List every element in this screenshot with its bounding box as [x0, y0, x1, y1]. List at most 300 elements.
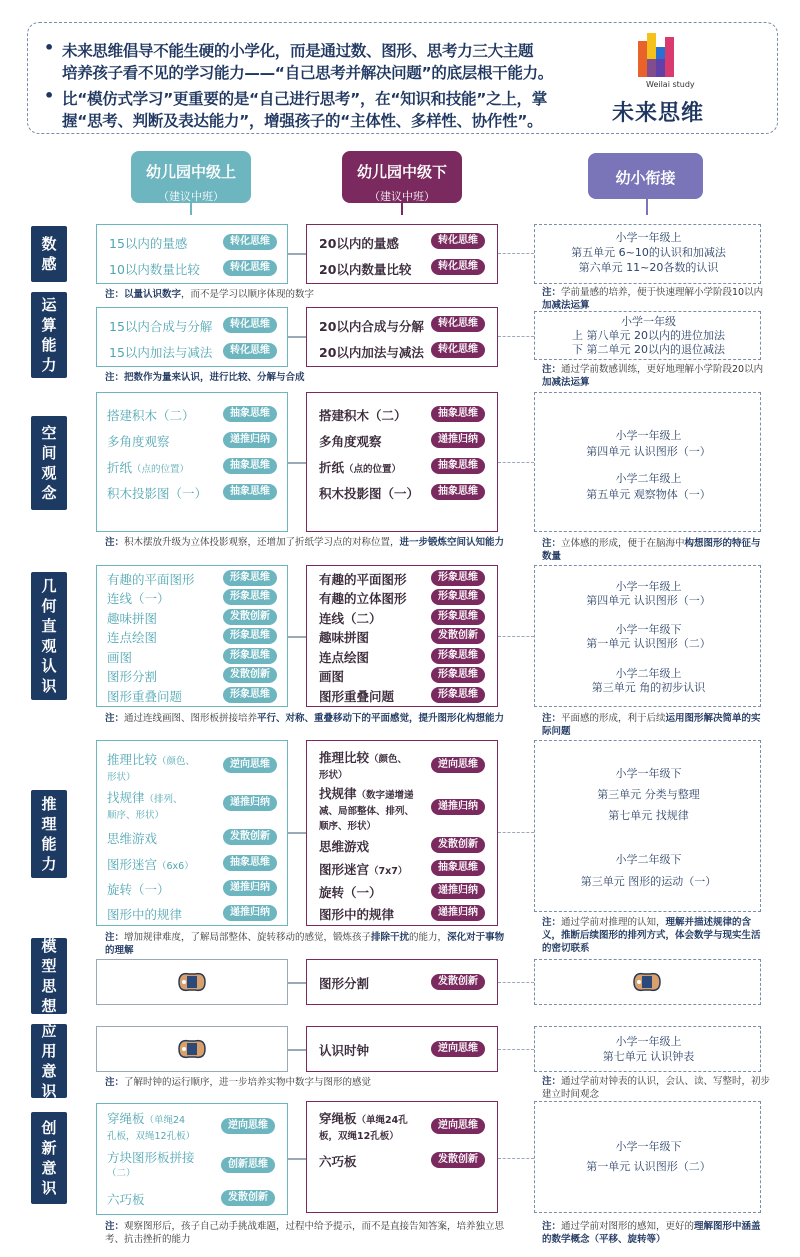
note [542, 712, 767, 738]
text-label: 平行、对称、重叠移动下的平面感觉，提升图形化构想能力 [257, 713, 505, 724]
thinking-tag: 抽象思维 [223, 406, 277, 422]
thinking-tag: 转化思维 [431, 259, 485, 275]
thinking-tag: 递推归纳 [431, 883, 485, 899]
category-calculation [31, 292, 67, 378]
item-label: 10以内数量比较 [109, 262, 200, 277]
column-header-kindergarten-mid-lower [342, 151, 462, 203]
category-number-sense [31, 226, 67, 282]
note [105, 1220, 505, 1246]
text-label: （单绳24孔 [356, 1115, 408, 1126]
text-label: 直 [41, 617, 57, 635]
item-label: 画图 [319, 669, 345, 684]
connector [288, 462, 306, 464]
curriculum-line: 第五单元 6~10的认识和加减法 [571, 246, 726, 259]
thinking-tag: 转化思维 [223, 260, 277, 276]
text-label: 板，双绳12孔板） [319, 1131, 399, 1142]
column2-box [306, 1101, 498, 1213]
column3-box [534, 1026, 761, 1072]
category-spatial [31, 416, 67, 510]
text-label: 运用图形解决简单的实际问题 [542, 713, 761, 737]
category-innovation [31, 1112, 67, 1204]
rope-board-icon [175, 1035, 209, 1063]
text-label: 力 [41, 356, 57, 374]
item-label: 趣味拼图 [107, 611, 158, 626]
column3-box [534, 1101, 761, 1213]
item-label [107, 1151, 195, 1181]
note [542, 363, 767, 389]
item-label: 有趣的平面图形 [319, 572, 407, 587]
item-label [319, 1112, 408, 1144]
text-label: 用 [41, 1042, 57, 1060]
curriculum-line: 小学二年级上 [615, 667, 682, 680]
text-label: 理 [41, 815, 57, 833]
text-label: 能 [41, 835, 57, 853]
note [542, 1075, 777, 1101]
connector [498, 636, 534, 637]
text-label: 模 [41, 937, 57, 955]
text-label: 认 [41, 657, 57, 675]
column3-box [534, 392, 761, 532]
logo-name: 未来思维 [612, 101, 705, 126]
column1-box [96, 565, 288, 707]
thinking-tag: 发散创新 [221, 1190, 275, 1206]
text-label: 深化对于事物的理解 [105, 932, 505, 956]
connector [498, 1158, 534, 1159]
item-label: 搭建积木（二） [107, 408, 195, 423]
text-label: 观察图形后，孩子自己动手挑战难题，过程中给予提示，而不是直接告知答案，培养独立思考、抗击挫折的能力 [105, 1221, 505, 1245]
text-label: 型 [41, 957, 57, 975]
thinking-tag: 递推归纳 [223, 905, 277, 921]
item-label: 图形分割 [107, 669, 158, 684]
item-label: 思维游戏 [319, 839, 370, 854]
text-label: 顺序、形状） [107, 810, 165, 821]
text-label: 力 [41, 855, 57, 873]
text-label: 穿绳板 [107, 1111, 145, 1126]
item-label [107, 791, 183, 823]
item-label [319, 751, 407, 783]
column1-box [96, 307, 288, 367]
thinking-tag: 形象思维 [431, 667, 485, 683]
thinking-tag: 发散创新 [431, 1152, 485, 1168]
text-label: 注： [105, 713, 125, 724]
column-header-kindergarten-mid-upper [131, 151, 251, 203]
text-label: 通过学前对钟表的认识，会认、读、写整时，初步建立时间观念 [542, 1076, 771, 1100]
text-label: 理解并描述规律的含义，推断后续图形的排列方式，体会数学与现实生活的密切联系 [542, 917, 761, 954]
header-title: 幼儿园中级下 [356, 163, 447, 181]
item-label: 图形中的规律 [107, 907, 183, 922]
text-label: 想 [41, 997, 57, 1015]
text-label: 创 [41, 1119, 57, 1137]
text-label: 识 [41, 1179, 57, 1197]
curriculum-line: 第四单元 认识图形（一） [586, 445, 711, 458]
text-label: 图形迷宫 [107, 857, 158, 872]
thinking-tag: 逆向思维 [431, 1041, 485, 1057]
text-label: 意 [41, 1062, 57, 1080]
rope-board-icon [175, 968, 209, 996]
text-label: 增加规律难度，了解局部整体、旋转移动的感觉，锻炼孩子 [124, 932, 372, 943]
column1-box [96, 392, 288, 532]
intro-line: 握“思考、判断及表达能力”，增强孩子的“主体性、多样性、协作性”。 [62, 112, 543, 130]
thinking-tag: 抽象思维 [431, 484, 485, 500]
thinking-tag: 抽象思维 [223, 855, 277, 871]
category-model-thinking [31, 938, 67, 1014]
header-title: 幼儿园中级上 [145, 163, 236, 181]
item-label: 连点绘图 [319, 650, 370, 665]
column2-box [306, 565, 498, 707]
item-label [107, 1112, 195, 1144]
connector [288, 336, 306, 338]
item-label: 多角度观察 [319, 434, 382, 449]
header-subtitle: （建议中班） [369, 190, 435, 203]
intro-line: 未来思维倡导不能生硬的小学化，而是通过数、图形、思考力三大主题 [62, 42, 534, 60]
intro-line: 比“模仿式学习”更重要的是“自己进行思考”，在“知识和技能”之上，掌 [62, 90, 547, 108]
text-label: 构想图形的特征与数量 [542, 538, 761, 562]
item-label: 连线（二） [319, 611, 382, 626]
text-label: 折纸 [107, 460, 133, 475]
logo-subtitle: Weilai study [646, 80, 695, 89]
column1-box [96, 740, 288, 926]
thinking-tag: 发散创新 [431, 837, 485, 853]
thinking-tag: 转化思维 [223, 234, 277, 250]
header-stem [401, 203, 403, 215]
text-label: 识 [41, 677, 57, 695]
category-reasoning [31, 790, 67, 878]
curriculum-line: 第一单元 认识图形（二） [586, 637, 711, 650]
text-label: （6x6） [157, 861, 194, 872]
text-label: 加减法运算 [542, 300, 590, 311]
thinking-tag: 形象思维 [431, 648, 485, 664]
text-label: 应 [41, 1022, 57, 1040]
column-header-primary-transition [588, 153, 703, 199]
note [105, 931, 505, 957]
text-label: 通过学前对图形的感知，更好的 [561, 1221, 695, 1232]
thinking-tag: 逆向思维 [431, 757, 485, 773]
curriculum-line: 第五单元 观察物体（一） [586, 488, 711, 501]
connector [288, 1158, 306, 1160]
item-label: 旋转（一） [107, 882, 170, 897]
thinking-tag: 递推归纳 [431, 432, 485, 448]
item-label: 20以内合成与分解 [319, 319, 424, 334]
thinking-tag: 形象思维 [223, 589, 277, 605]
header-stem [646, 199, 648, 215]
text-label: （点的位置） [344, 464, 402, 475]
text-label: 以量认识数字 [124, 289, 182, 300]
text-label: 减、局部整体、排列、 [319, 805, 415, 817]
text-label: 穿绳板 [319, 1111, 357, 1126]
text-label: 算 [41, 316, 57, 334]
header-subtitle: （建议中班） [158, 190, 224, 203]
note [105, 371, 445, 384]
column2-box [306, 392, 498, 532]
curriculum-line: 第一单元 认识图形（二） [586, 1160, 711, 1173]
column3-box [534, 740, 761, 912]
thinking-tag: 逆向思维 [221, 1118, 275, 1134]
column1-box [96, 224, 288, 284]
column2-box [306, 740, 498, 926]
curriculum-line: 小学一年级下 [615, 767, 682, 780]
item-label: 图形中的规律 [319, 907, 395, 922]
text-label: （颜色、 [369, 754, 408, 765]
thinking-tag: 抽象思维 [431, 860, 485, 876]
text-label: （排列、 [144, 794, 183, 805]
connector [498, 462, 534, 463]
curriculum-line: 第三单元 角的初步认识 [591, 681, 706, 694]
item-label: 画图 [107, 650, 133, 665]
text-label: （7x7） [369, 866, 408, 877]
thinking-tag: 抽象思维 [223, 484, 277, 500]
column3-box [534, 565, 761, 707]
text-label: 能 [41, 336, 57, 354]
item-label: 六巧板 [319, 1154, 357, 1169]
thinking-tag: 发散创新 [223, 667, 277, 683]
item-label [107, 458, 189, 476]
thinking-tag: 形象思维 [431, 589, 485, 605]
text-label: 注： [542, 364, 562, 375]
note [105, 712, 525, 725]
curriculum-line: 小学一年级 [621, 315, 676, 328]
text-label: 孔板，双绳12孔板） [107, 1131, 196, 1142]
thinking-tag: 抽象思维 [431, 458, 485, 474]
text-label: 通过连线画图、图形板拼接培养 [124, 713, 258, 724]
thinking-tag: 转化思维 [431, 233, 485, 249]
text-label: 念 [41, 484, 57, 502]
text-label: 运 [41, 296, 57, 314]
text-label: 形状） [107, 772, 136, 783]
item-label [107, 855, 194, 873]
text-label: 顺序、形状） [319, 821, 377, 832]
thinking-tag: 发散创新 [431, 974, 485, 990]
text-label: 形状） [319, 770, 348, 781]
text-label: 识 [41, 1082, 57, 1100]
text-label: （数字递增递 [356, 790, 414, 801]
thinking-tag: 递推归纳 [431, 799, 485, 815]
text-label: 排除干扰 [371, 932, 410, 943]
note [542, 916, 767, 955]
thinking-tag: 转化思维 [223, 317, 277, 333]
curriculum-line: 小学一年级上 [615, 1035, 682, 1048]
item-label: 多角度观察 [107, 434, 170, 449]
thinking-tag: 形象思维 [431, 609, 485, 625]
connector [498, 1049, 534, 1050]
text-label: 通过学前对推理的认知， [561, 917, 666, 928]
text-label: 找规律 [319, 786, 357, 801]
curriculum-line: 小学二年级上 [615, 472, 682, 485]
connector [288, 982, 306, 984]
text-label: 注： [542, 538, 562, 549]
thinking-tag: 逆向思维 [431, 1118, 485, 1134]
text-label: 推理比较 [107, 752, 158, 767]
text-label: 找规律 [107, 790, 145, 805]
item-label: 20以内加法与减法 [319, 345, 424, 360]
category-geometry [31, 572, 67, 700]
item-label: 有趣的立体图形 [319, 591, 407, 606]
text-label: 感 [41, 255, 57, 273]
curriculum-line: 小学一年级上 [615, 580, 682, 593]
text-label: 积木摆放升级为立体投影观察，还增加了折纸学习点的对称位置， [124, 537, 400, 548]
column2-box [306, 959, 498, 1005]
text-label: 注： [542, 287, 562, 298]
item-label [319, 860, 407, 878]
thinking-tag: 转化思维 [223, 343, 277, 359]
text-label: 意 [41, 1159, 57, 1177]
thinking-tag: 发散创新 [431, 628, 485, 644]
curriculum-line: 小学二年级下 [615, 853, 682, 866]
text-label: （颜色、 [157, 756, 196, 767]
thinking-tag: 转化思维 [431, 342, 485, 358]
text-label: 何 [41, 597, 57, 615]
thinking-tag: 发散创新 [223, 609, 277, 625]
item-label: 20以内数量比较 [319, 262, 412, 277]
connector [498, 336, 534, 337]
item-label: 20以内的量感 [319, 236, 399, 251]
curriculum-line: 第七单元 找规律 [608, 809, 689, 822]
curriculum-line: 第三单元 图形的运动（一） [580, 875, 717, 888]
text-label: 注： [105, 537, 125, 548]
curriculum-line: 小学一年级下 [615, 623, 682, 636]
text-label: 立体感的形成，便于在脑海中 [561, 538, 685, 549]
text-label: 注： [542, 713, 562, 724]
item-label [107, 753, 195, 785]
rope-board-icon [630, 968, 664, 996]
text-label: 数 [41, 235, 57, 253]
connector [498, 253, 534, 254]
text-label: ，而不是学习以顺序体现的数字 [181, 289, 315, 300]
thinking-tag: 抽象思维 [223, 458, 277, 474]
text-label: 平面感的形成，利于后续 [561, 713, 666, 724]
item-label: 图形重叠问题 [107, 689, 183, 704]
thinking-tag: 形象思维 [431, 687, 485, 703]
category-application [31, 1024, 67, 1098]
thinking-tag: 转化思维 [431, 316, 485, 332]
note [542, 286, 767, 312]
curriculum-line: 第三单元 分类与整理 [597, 788, 700, 801]
intro-line: 培养孩子看不见的学习能力——“自己思考并解决问题”的底层根干能力。 [62, 64, 553, 82]
thinking-tag: 递推归纳 [223, 795, 277, 811]
text-label: 折纸 [319, 460, 345, 475]
connector [288, 253, 306, 255]
text-label: 注： [105, 932, 125, 943]
text-label: 新 [41, 1139, 57, 1157]
bullet-icon: • [44, 38, 55, 57]
text-label: 了解时钟的运行顺序，进一步培养实物中数字与图形的感觉 [124, 1077, 372, 1088]
item-label: 图形分割 [319, 976, 370, 991]
text-label: 思 [41, 977, 57, 995]
thinking-tag: 抽象思维 [431, 406, 485, 422]
note [105, 288, 445, 301]
connector [498, 832, 534, 833]
text-label: 进一步锻炼空间认知能力 [399, 537, 505, 548]
item-label: 搭建积木（二） [319, 408, 407, 423]
text-label: 方块图形板拼接 [107, 1150, 195, 1165]
text-label: （单绳24 [144, 1115, 186, 1126]
item-label: 15以内加法与减法 [109, 345, 213, 360]
text-label: 注： [105, 289, 125, 300]
thinking-tag: 逆向思维 [223, 757, 277, 773]
column1-box [96, 1103, 288, 1215]
text-label: 的能力， [409, 932, 448, 943]
column2-box [306, 1026, 498, 1072]
column2-box [306, 307, 498, 367]
logo-icon [636, 33, 680, 79]
text-label: 观 [41, 637, 57, 655]
connector [288, 832, 306, 834]
bullet-icon: • [44, 86, 55, 105]
item-label: 15以内的量感 [109, 236, 188, 251]
curriculum-line: 第四单元 认识图形（一） [586, 594, 711, 607]
text-label: 注： [542, 1076, 562, 1087]
column2-box [306, 224, 498, 284]
text-label: 图形迷宫 [319, 862, 370, 877]
thinking-tag: 递推归纳 [223, 432, 277, 448]
item-label: 认识时钟 [319, 1043, 370, 1058]
text-label: 学前量感的培养，便于快速理解小学阶段10以内 [561, 287, 764, 298]
item-label: 图形重叠问题 [319, 689, 395, 704]
item-label: 六巧板 [107, 1192, 145, 1207]
text-label: 注： [542, 917, 562, 928]
text-label: 注： [105, 1077, 125, 1088]
curriculum-line: 上 第八单元 20以内的进位加法 [572, 329, 725, 342]
text-label: 理解图形中涵盖的数学概念（平移、旋转等） [542, 1221, 761, 1245]
item-label: 思维游戏 [107, 831, 158, 846]
thinking-tag: 形象思维 [223, 570, 277, 586]
header-title: 幼小衔接 [615, 169, 676, 187]
connector [498, 982, 534, 983]
header-stem [190, 203, 192, 215]
text-label: 推 [41, 795, 57, 813]
text-label: 观 [41, 464, 57, 482]
item-label: 积木投影图（一） [107, 486, 208, 501]
thinking-tag: 形象思维 [223, 687, 277, 703]
text-label: 空 [41, 424, 57, 442]
text-label: 注： [105, 372, 125, 383]
text-label: 几 [41, 577, 57, 595]
thinking-tag: 创新思维 [221, 1157, 275, 1173]
item-label: 15以内合成与分解 [109, 319, 213, 334]
curriculum-line: 第六单元 11~20各数的认识 [578, 261, 719, 274]
thinking-tag: 形象思维 [223, 648, 277, 664]
column3-box [534, 224, 761, 284]
item-label: 连点绘图 [107, 630, 158, 645]
text-label: 通过学前数感训练，更好地理解小学阶段20以内 [561, 364, 764, 375]
column3-box [534, 311, 761, 360]
thinking-tag: 递推归纳 [431, 905, 485, 921]
connector [288, 636, 306, 638]
curriculum-line: 小学一年级下 [615, 1140, 682, 1153]
text-label: （二） [107, 1168, 136, 1179]
connector [288, 1049, 306, 1051]
thinking-tag: 递推归纳 [223, 880, 277, 896]
item-label [319, 458, 401, 476]
item-label: 有趣的平面图形 [107, 572, 195, 587]
text-label: 把数作为量来认识，进行比较、分解与合成 [124, 372, 305, 383]
item-label [319, 787, 414, 834]
thinking-tag: 形象思维 [223, 628, 277, 644]
item-label: 旋转（一） [319, 885, 382, 900]
text-label: 加减法运算 [542, 377, 590, 388]
curriculum-line: 小学一年级上 [615, 429, 682, 442]
item-label: 趣味拼图 [319, 630, 370, 645]
note [542, 1220, 767, 1246]
item-label: 积木投影图（一） [319, 486, 420, 501]
thinking-tag: 形象思维 [431, 570, 485, 586]
text-label: 注： [105, 1221, 125, 1232]
text-label: 推理比较 [319, 750, 370, 765]
text-label: （点的位置） [132, 464, 190, 475]
note [542, 537, 767, 563]
curriculum-line: 小学一年级上 [615, 231, 682, 244]
note [105, 536, 525, 549]
item-label: 连线（一） [107, 591, 170, 606]
